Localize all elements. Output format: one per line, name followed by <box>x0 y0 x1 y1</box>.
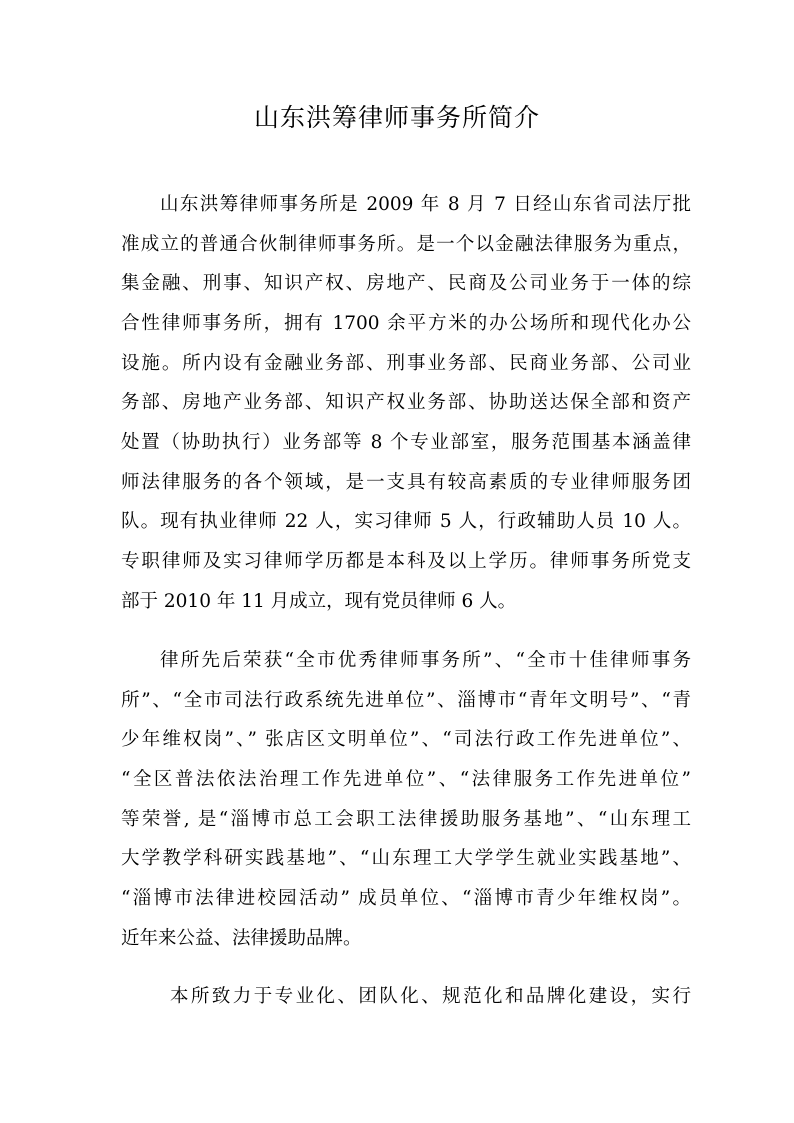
paragraph-line: 务部、房地产业务部、知识产权业务部、协助送达保全部和资产 <box>121 392 691 413</box>
paragraph-line: 设施。所内设有金融业务部、刑事业务部、民商业务部、公司业 <box>121 353 691 374</box>
paragraph-line: 近年来公益、法律援助品牌。 <box>121 928 362 949</box>
paragraph-line: 集金融、刑事、知识产权、房地产、民商及公司业务于一体的综 <box>121 273 691 294</box>
paragraph-line: 部于 2010 年 11 月成立，现有党员律师 6 人。 <box>121 591 517 612</box>
paragraph-line: 师法律服务的各个领域，是一支具有较高素质的专业律师服务团 <box>121 472 691 493</box>
page-title: 山东洪筹律师事务所简介 <box>253 103 540 132</box>
paragraph-line: 山东洪筹律师事务所是 2009 年 8 月 7 日经山东省司法厅批 <box>160 194 691 215</box>
paragraph-line: 大学教学科研实践基地”、“山东理工大学学生就业实践基地”、 <box>121 848 691 869</box>
paragraph-line: 律所先后荣获“全市优秀律师事务所”、“全市十佳律师事务 <box>160 650 691 671</box>
paragraph-line: “淄博市法律进校园活动” 成员单位、“淄博市青少年维权岗”。 <box>121 888 691 909</box>
paragraph-line: 所”、“全市司法行政系统先进单位”、淄博市“青年文明号”、“青 <box>121 690 691 711</box>
paragraph-line: 准成立的普通合伙制律师事务所。是一个以金融法律服务为重点， <box>121 234 691 255</box>
paragraph-line: 处置（协助执行）业务部等 8 个专业部室，服务范围基本涵盖律 <box>121 432 691 453</box>
paragraph-line: 本所致力于专业化、团队化、规范化和品牌化建设，实行 <box>170 986 691 1007</box>
paragraph-line: 少年维权岗”、” 张店区文明单位”、“司法行政工作先进单位”、 <box>121 729 691 750</box>
paragraph-line: “全区普法依法治理工作先进单位”、“法律服务工作先进单位” <box>121 769 691 790</box>
paragraph-line: 专职律师及实习律师学历都是本科及以上学历。律师事务所党支 <box>121 551 691 572</box>
paragraph-line: 等荣誉, 是“淄博市总工会职工法律援助服务基地”、“山东理工 <box>121 809 691 830</box>
paragraph-line: 合性律师事务所，拥有 1700 余平方米的办公场所和现代化办公 <box>121 313 691 334</box>
paragraph-line: 队。现有执业律师 22 人，实习律师 5 人，行政辅助人员 10 人。 <box>121 511 691 532</box>
